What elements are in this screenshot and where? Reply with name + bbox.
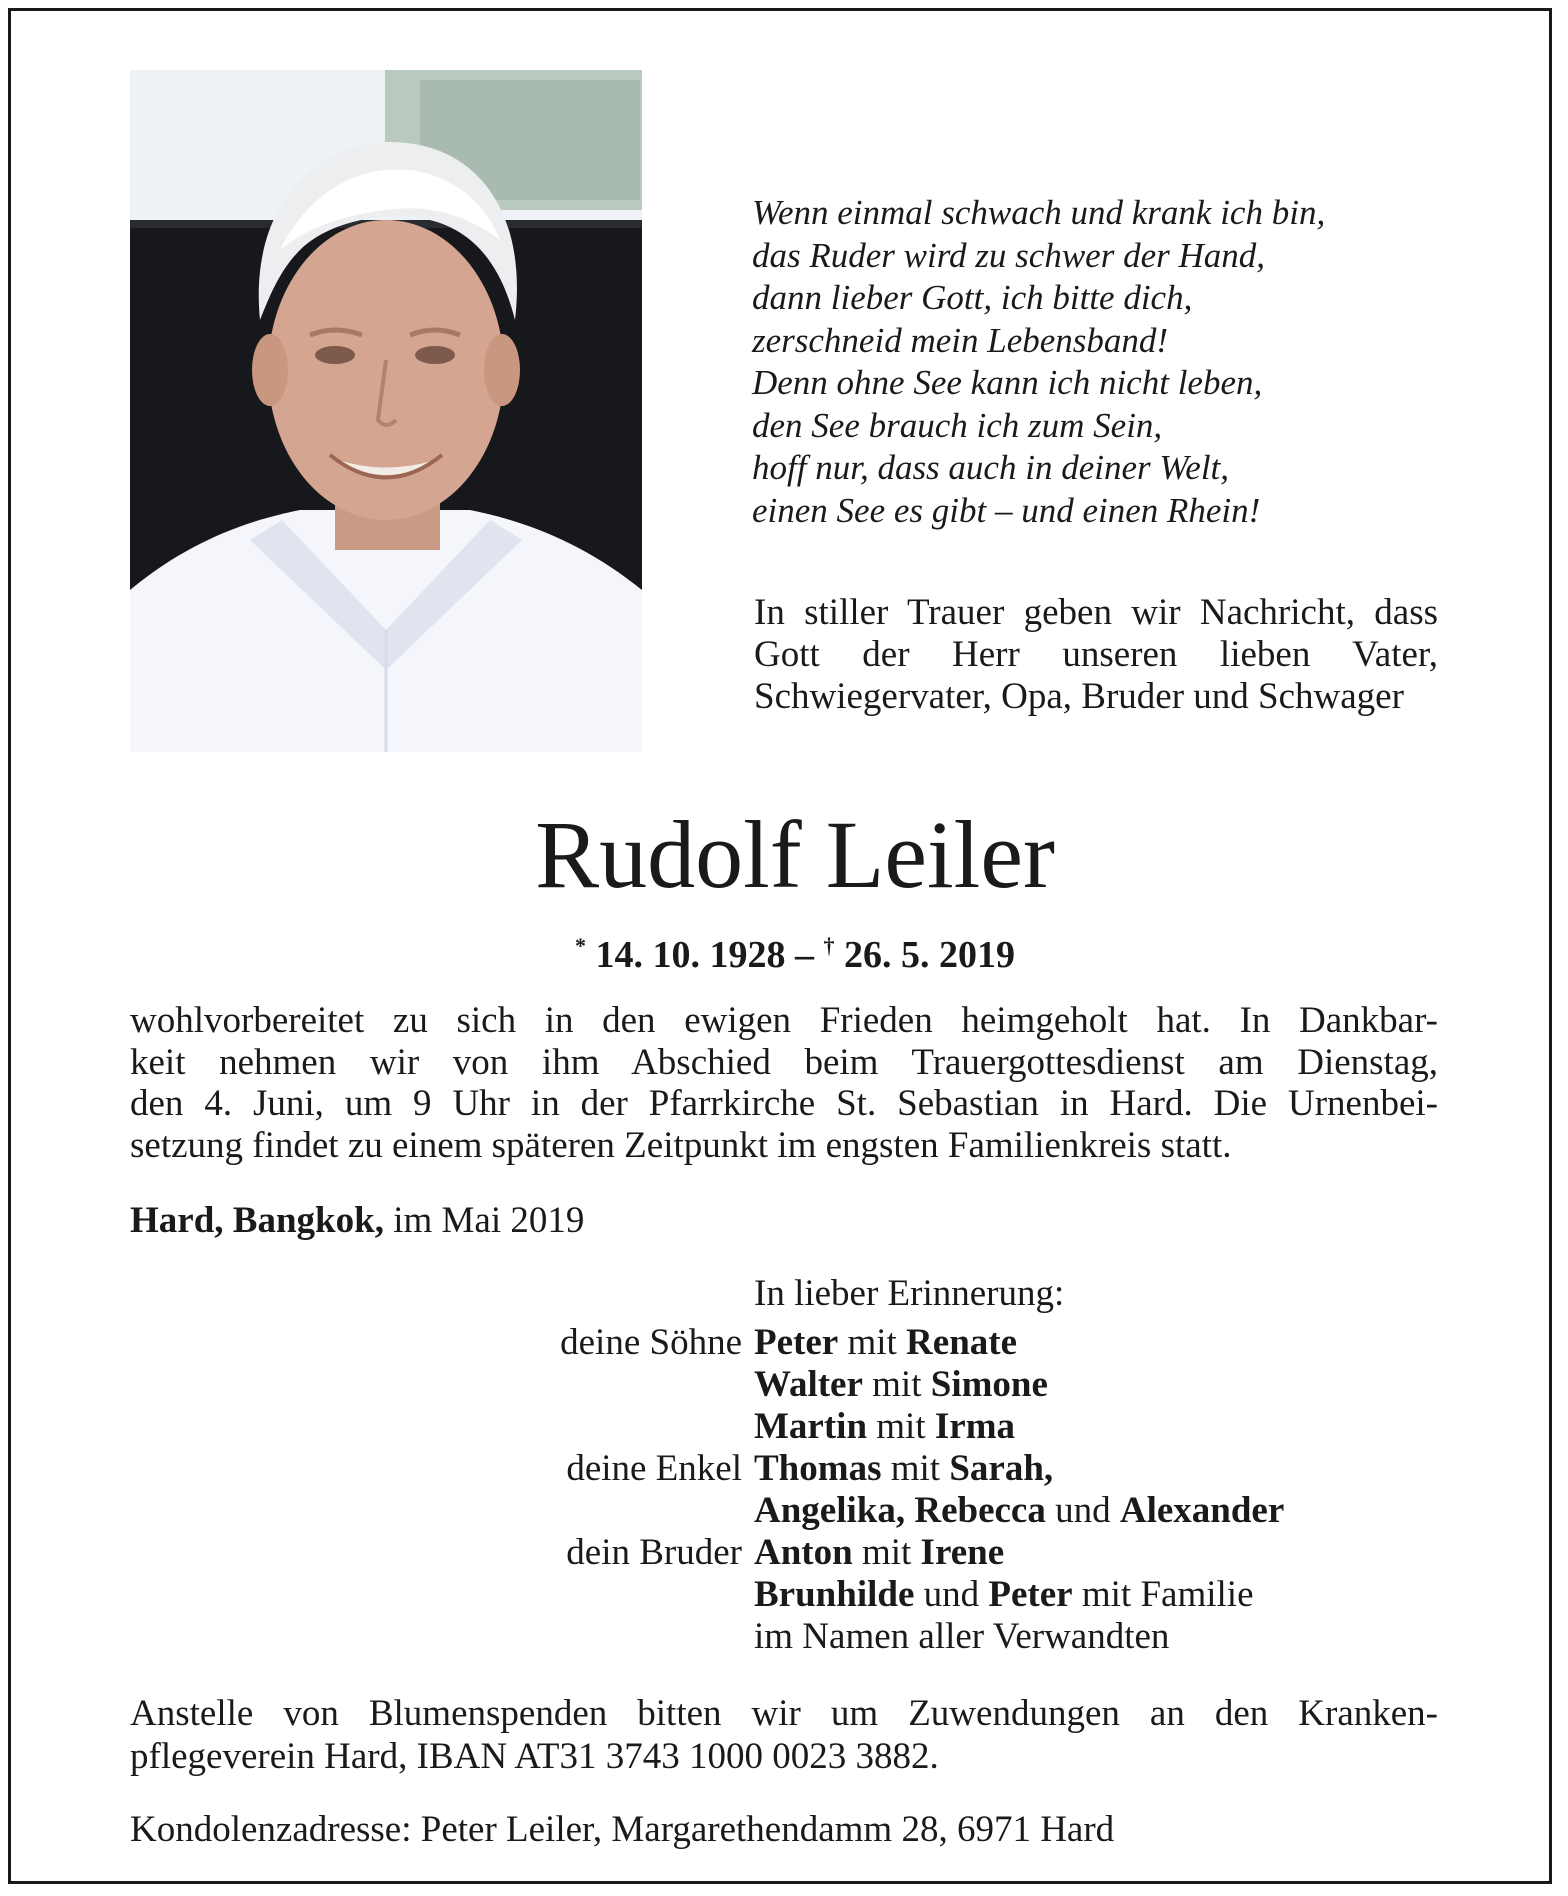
family-relation: deine Enkel [566, 1448, 742, 1489]
date-dash: – [795, 934, 814, 976]
condolence-address: Kondolenzadresse: Peter Leiler, Margarethendamm 28, 6971 Hard [130, 1809, 1115, 1850]
poem-line: Denn ohne See kann ich nicht leben, [752, 363, 1263, 402]
family-names [754, 1364, 1048, 1406]
family-row [0, 1448, 1568, 1490]
family-member-name: Irene [920, 1532, 1005, 1573]
portrait-photo [130, 70, 642, 752]
intro-paragraph: In stiller Trauer geben wir Nachricht, dass Gott der Herr unseren lieben Vater, Schwiegervater, Opa, Bruder und Schwager [754, 592, 1438, 717]
family-relation: dein Bruder [566, 1532, 742, 1573]
donation-note [130, 1692, 1438, 1778]
family-row [0, 1532, 1568, 1574]
poem-line: dann lieber Gott, ich bitte dich, [752, 278, 1193, 317]
poem-line: Wenn einmal schwach und krank ich bin, [752, 193, 1326, 232]
body-line: keit nehmen wir von ihm Abschied beim Trauergottesdienst am Dienstag, [130, 1041, 1438, 1083]
family-member-name: Peter [754, 1322, 839, 1363]
family-connector: mit [867, 1406, 935, 1447]
donation-line: pflegeverein Hard, IBAN AT31 3743 1000 0023 3882. [130, 1736, 939, 1777]
family-connector: mit [852, 1532, 921, 1573]
body-line: den 4. Juni, um 9 Uhr in der Pfarrkirche St. Sebastian in Hard. Die Urnenbei- [130, 1083, 1438, 1124]
memory-heading: In lieber Erinnerung: [754, 1273, 1065, 1314]
deceased-name: Rudolf Leiler [535, 801, 1055, 908]
family-member-name: Angelika, Rebecca [754, 1490, 1046, 1531]
birth-date: 14. 10. 1928 [595, 934, 786, 976]
family-row [0, 1406, 1568, 1448]
poem-verse [752, 192, 1472, 532]
family-member-name: Anton [754, 1532, 853, 1573]
family-member-name: Peter [988, 1574, 1073, 1615]
poem-line: hoff nur, dass auch in deiner Welt, [752, 448, 1230, 487]
family-row [0, 1574, 1568, 1616]
body-line: wohlvorbereitet zu sich in den ewigen Frieden heimgeholt hat. In Dankbar- [130, 1000, 1438, 1041]
family-names [754, 1574, 1254, 1616]
family-relation: deine Söhne [560, 1322, 742, 1363]
donation-line: Anstelle von Blumenspenden bitten wir um Zuwendungen an den Kranken- [130, 1693, 1438, 1734]
poem-line: den See brauch ich zum Sein, [752, 405, 1163, 445]
family-row [0, 1490, 1568, 1532]
family-member-name: Thomas [754, 1448, 882, 1489]
family-member-name: Brunhilde [754, 1574, 915, 1615]
family-names [754, 1532, 1004, 1574]
family-connector: mit [881, 1448, 950, 1489]
family-connector: und [914, 1574, 989, 1615]
deceased-name-heading [0, 800, 1568, 910]
poem-line: das Ruder wird zu schwer der Hand, [752, 235, 1266, 275]
family-connector: im Namen aller Verwandten [754, 1616, 1170, 1657]
family-names [754, 1616, 1169, 1658]
place-names: Hard, Bangkok, [130, 1200, 384, 1241]
announcement-body [130, 1000, 1438, 1166]
death-date: 26. 5. 2019 [844, 934, 1015, 976]
family-member-name: Alexander [1119, 1490, 1285, 1531]
family-connector: mit [838, 1322, 907, 1363]
birth-symbol: * [575, 933, 586, 958]
family-names [754, 1448, 1053, 1490]
family-row [0, 1322, 1568, 1364]
poem-line: zerschneid mein Lebensband! [752, 320, 1169, 360]
family-row [0, 1364, 1568, 1406]
family-list [0, 1322, 1568, 1658]
family-connector: mit [862, 1364, 931, 1405]
family-names [754, 1406, 1015, 1448]
life-dates [0, 922, 1568, 979]
place-date: im Mai 2019 [383, 1200, 585, 1241]
family-member-name: Sarah, [949, 1448, 1054, 1489]
family-connector: und [1045, 1490, 1120, 1531]
family-member-name: Walter [754, 1364, 863, 1405]
body-line: setzung findet zu einem späteren Zeitpunkt im engsten Familienkreis statt. [130, 1124, 1232, 1166]
death-symbol: † [823, 933, 835, 958]
family-names [754, 1490, 1284, 1532]
family-member-name: Simone [930, 1364, 1048, 1405]
poem-line: einen See es gibt – und einen Rhein! [752, 490, 1261, 530]
family-row [0, 1616, 1568, 1658]
family-member-name: Renate [906, 1322, 1018, 1363]
family-member-name: Martin [754, 1406, 868, 1447]
family-member-name: Irma [934, 1406, 1016, 1447]
family-connector: mit Familie [1072, 1574, 1254, 1615]
family-names [754, 1322, 1017, 1364]
place-and-date [130, 1198, 584, 1244]
